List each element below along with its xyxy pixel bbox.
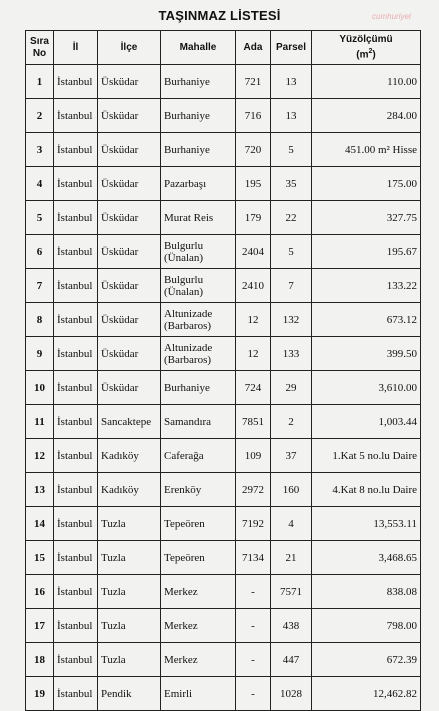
header-unit-close: ) (372, 49, 376, 61)
cell-ada: 179 (236, 201, 271, 235)
cell-ilce: Tuzla (98, 575, 161, 609)
cell-ilce: Üsküdar (98, 303, 161, 337)
cell-mahalle: Emirli (161, 677, 236, 711)
table-row (26, 541, 421, 575)
cell-il: İstanbul (54, 541, 98, 575)
cell-il: İstanbul (54, 507, 98, 541)
cell-ada: 109 (236, 439, 271, 473)
cell-ada: 720 (236, 133, 271, 167)
header-yuzolcumu-label: Yüzölçümü (339, 33, 393, 45)
table-header-row (26, 31, 421, 65)
cell-il: İstanbul (54, 133, 98, 167)
header-yuzolcumu (312, 31, 421, 65)
header-no: Sıra No (26, 31, 54, 65)
cell-no: 17 (26, 609, 54, 643)
table-row (26, 575, 421, 609)
cell-ada: 7192 (236, 507, 271, 541)
table-row (26, 643, 421, 677)
cell-yuzolcumu: 3,610.00 (312, 371, 421, 405)
cell-ada: 12 (236, 337, 271, 371)
cell-ada: 2404 (236, 235, 271, 269)
table-row (26, 405, 421, 439)
cell-ilce: Üsküdar (98, 371, 161, 405)
cell-il: İstanbul (54, 371, 98, 405)
cell-parsel: 37 (271, 439, 312, 473)
table-row (26, 201, 421, 235)
cell-ilce: Tuzla (98, 507, 161, 541)
cell-ada: 2410 (236, 269, 271, 303)
cell-mahalle: Bulgurlu (Ünalan) (161, 269, 236, 303)
cell-il: İstanbul (54, 609, 98, 643)
cell-mahalle: Caferağa (161, 439, 236, 473)
cell-parsel: 438 (271, 609, 312, 643)
cell-no: 5 (26, 201, 54, 235)
cell-ada: 716 (236, 99, 271, 133)
cell-mahalle: Altunizade (Barbaros) (161, 303, 236, 337)
table-row (26, 371, 421, 405)
cell-yuzolcumu: 195.67 (312, 235, 421, 269)
cell-yuzolcumu: 12,462.82 (312, 677, 421, 711)
cell-no: 15 (26, 541, 54, 575)
cell-mahalle: Tepeören (161, 507, 236, 541)
header-unit-open: (m (356, 49, 369, 61)
cell-yuzolcumu: 4.Kat 8 no.lu Daire (312, 473, 421, 507)
cell-no: 4 (26, 167, 54, 201)
cell-yuzolcumu: 110.00 (312, 65, 421, 99)
cell-il: İstanbul (54, 337, 98, 371)
table-row (26, 337, 421, 371)
cell-mahalle: Erenköy (161, 473, 236, 507)
cell-mahalle: Tepeören (161, 541, 236, 575)
cell-yuzolcumu: 13,553.11 (312, 507, 421, 541)
table-row (26, 133, 421, 167)
table-row (26, 439, 421, 473)
cell-il: İstanbul (54, 65, 98, 99)
watermark: cumhuriyet (372, 12, 412, 21)
cell-parsel: 2 (271, 405, 312, 439)
cell-ilce: Üsküdar (98, 201, 161, 235)
cell-mahalle: Burhaniye (161, 371, 236, 405)
header-unit-exp: 2 (368, 47, 373, 55)
cell-no: 16 (26, 575, 54, 609)
cell-ilce: Kadıköy (98, 473, 161, 507)
cell-il: İstanbul (54, 201, 98, 235)
cell-ilce: Tuzla (98, 643, 161, 677)
table-row (26, 65, 421, 99)
cell-ada: 2972 (236, 473, 271, 507)
cell-ilce: Pendik (98, 677, 161, 711)
cell-mahalle: Burhaniye (161, 133, 236, 167)
cell-parsel: 132 (271, 303, 312, 337)
header-mahalle: Mahalle (161, 31, 236, 65)
cell-parsel: 21 (271, 541, 312, 575)
cell-yuzolcumu: 175.00 (312, 167, 421, 201)
table-row (26, 609, 421, 643)
cell-il: İstanbul (54, 473, 98, 507)
table-row (26, 99, 421, 133)
cell-no: 6 (26, 235, 54, 269)
cell-no: 14 (26, 507, 54, 541)
table-row (26, 677, 421, 711)
cell-parsel: 13 (271, 65, 312, 99)
cell-yuzolcumu: 672.39 (312, 643, 421, 677)
cell-mahalle: Burhaniye (161, 99, 236, 133)
cell-parsel: 22 (271, 201, 312, 235)
cell-no: 1 (26, 65, 54, 99)
cell-il: İstanbul (54, 439, 98, 473)
cell-parsel: 29 (271, 371, 312, 405)
table-row (26, 507, 421, 541)
cell-ada: 724 (236, 371, 271, 405)
cell-yuzolcumu: 3,468.65 (312, 541, 421, 575)
cell-no: 18 (26, 643, 54, 677)
cell-mahalle: Merkez (161, 609, 236, 643)
cell-ada: - (236, 609, 271, 643)
cell-mahalle: Samandıra (161, 405, 236, 439)
table-row (26, 235, 421, 269)
cell-il: İstanbul (54, 269, 98, 303)
cell-no: 11 (26, 405, 54, 439)
table-row (26, 167, 421, 201)
cell-ada: 7851 (236, 405, 271, 439)
cell-ilce: Üsküdar (98, 99, 161, 133)
cell-mahalle: Burhaniye (161, 65, 236, 99)
cell-ada: 12 (236, 303, 271, 337)
cell-no: 8 (26, 303, 54, 337)
cell-mahalle: Bulgurlu (Ünalan) (161, 235, 236, 269)
cell-il: İstanbul (54, 575, 98, 609)
cell-yuzolcumu: 838.08 (312, 575, 421, 609)
cell-no: 2 (26, 99, 54, 133)
cell-il: İstanbul (54, 303, 98, 337)
table-body (26, 65, 421, 711)
cell-parsel: 7 (271, 269, 312, 303)
cell-ilce: Üsküdar (98, 269, 161, 303)
property-table (25, 30, 421, 711)
table-row (26, 473, 421, 507)
cell-yuzolcumu: 673.12 (312, 303, 421, 337)
cell-parsel: 447 (271, 643, 312, 677)
table-row (26, 269, 421, 303)
cell-no: 12 (26, 439, 54, 473)
header-parsel: Parsel (271, 31, 312, 65)
cell-ilce: Kadıköy (98, 439, 161, 473)
cell-no: 19 (26, 677, 54, 711)
cell-yuzolcumu: 451.00 m² Hisse (312, 133, 421, 167)
cell-no: 10 (26, 371, 54, 405)
cell-parsel: 133 (271, 337, 312, 371)
cell-ada: - (236, 575, 271, 609)
cell-mahalle: Altunizade (Barbaros) (161, 337, 236, 371)
cell-yuzolcumu: 1.Kat 5 no.lu Daire (312, 439, 421, 473)
cell-il: İstanbul (54, 405, 98, 439)
cell-no: 13 (26, 473, 54, 507)
cell-ilce: Tuzla (98, 609, 161, 643)
cell-il: İstanbul (54, 677, 98, 711)
cell-parsel: 1028 (271, 677, 312, 711)
cell-ada: - (236, 677, 271, 711)
cell-ilce: Üsküdar (98, 167, 161, 201)
cell-parsel: 35 (271, 167, 312, 201)
cell-ilce: Sancaktepe (98, 405, 161, 439)
cell-no: 3 (26, 133, 54, 167)
cell-mahalle: Pazarbaşı (161, 167, 236, 201)
cell-no: 9 (26, 337, 54, 371)
cell-ada: 195 (236, 167, 271, 201)
cell-parsel: 7571 (271, 575, 312, 609)
cell-yuzolcumu: 798.00 (312, 609, 421, 643)
cell-mahalle: Murat Reis (161, 201, 236, 235)
cell-ilce: Üsküdar (98, 337, 161, 371)
cell-parsel: 5 (271, 235, 312, 269)
cell-parsel: 4 (271, 507, 312, 541)
cell-ilce: Üsküdar (98, 133, 161, 167)
cell-ada: 721 (236, 65, 271, 99)
page-title: TAŞINMAZ LİSTESİ (158, 8, 281, 23)
header-ilce: İlçe (98, 31, 161, 65)
cell-yuzolcumu: 327.75 (312, 201, 421, 235)
cell-ada: 7134 (236, 541, 271, 575)
cell-yuzolcumu: 133.22 (312, 269, 421, 303)
cell-yuzolcumu: 399.50 (312, 337, 421, 371)
cell-mahalle: Merkez (161, 575, 236, 609)
table-row (26, 303, 421, 337)
cell-il: İstanbul (54, 235, 98, 269)
cell-il: İstanbul (54, 99, 98, 133)
cell-parsel: 13 (271, 99, 312, 133)
cell-il: İstanbul (54, 643, 98, 677)
cell-il: İstanbul (54, 167, 98, 201)
cell-ilce: Üsküdar (98, 65, 161, 99)
header-il: İl (54, 31, 98, 65)
cell-no: 7 (26, 269, 54, 303)
cell-yuzolcumu: 1,003.44 (312, 405, 421, 439)
cell-yuzolcumu: 284.00 (312, 99, 421, 133)
cell-ilce: Tuzla (98, 541, 161, 575)
cell-mahalle: Merkez (161, 643, 236, 677)
cell-ilce: Üsküdar (98, 235, 161, 269)
cell-parsel: 160 (271, 473, 312, 507)
header-ada: Ada (236, 31, 271, 65)
cell-parsel: 5 (271, 133, 312, 167)
cell-ada: - (236, 643, 271, 677)
